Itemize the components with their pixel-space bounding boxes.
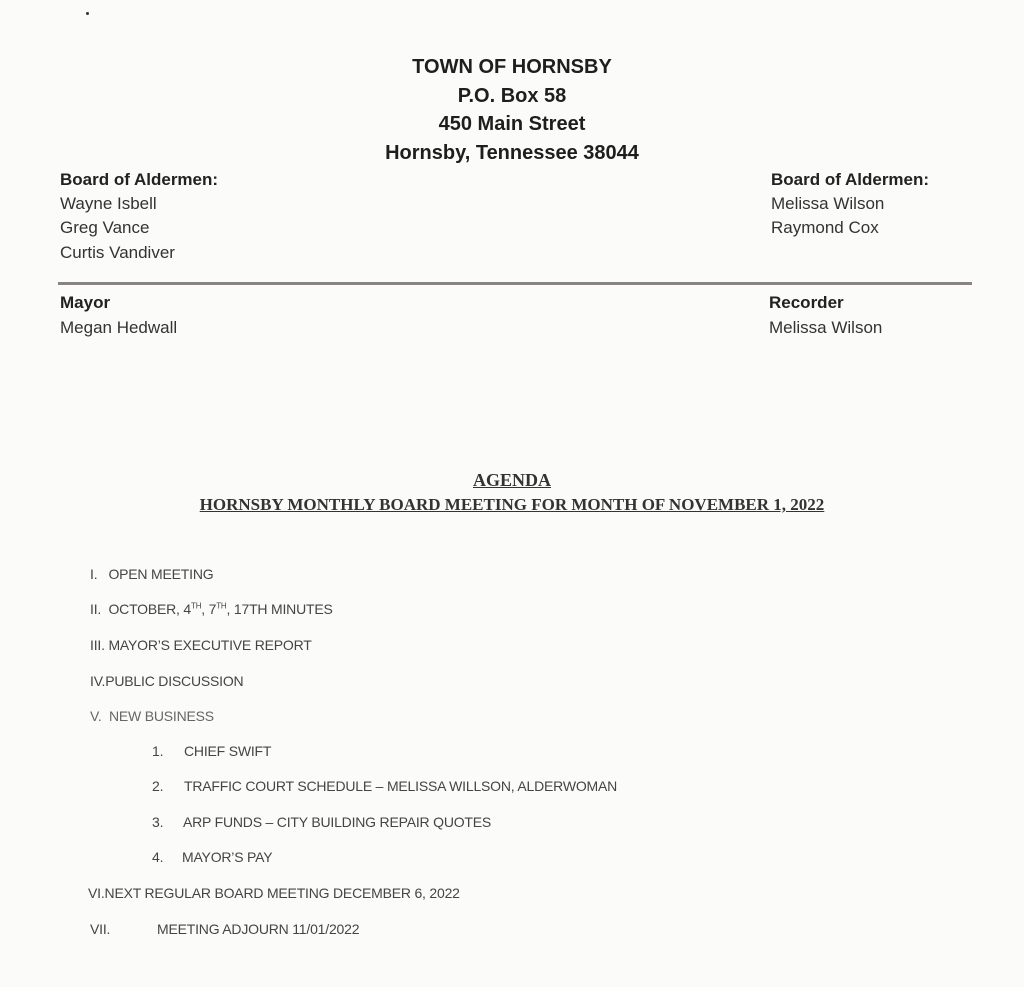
agenda-subtitle-text: HORNSBY MONTHLY BOARD MEETING FOR MONTH OF NOVEMBER 1, 2022 bbox=[199, 495, 825, 514]
agenda-item bbox=[90, 673, 243, 689]
street-address: 450 Main Street bbox=[438, 113, 586, 135]
board-member: Melissa Wilson bbox=[771, 194, 885, 213]
item-number: VI. bbox=[88, 885, 105, 901]
sub-item-number: 4. bbox=[152, 849, 164, 865]
item-number: V. bbox=[90, 708, 102, 724]
item-text: MAYOR’S EXECUTIVE REPORT bbox=[108, 637, 312, 653]
item-text-part: OCTOBER, 4 bbox=[108, 601, 192, 617]
board-member: Wayne Isbell bbox=[60, 194, 157, 213]
board-left-heading: Board of Aldermen: bbox=[60, 170, 219, 189]
recorder-heading: Recorder bbox=[769, 293, 844, 312]
item-number: III. bbox=[90, 637, 105, 653]
board-member: Greg Vance bbox=[60, 218, 150, 237]
sub-item-text: MAYOR’S PAY bbox=[182, 849, 273, 865]
board-right-heading: Board of Aldermen: bbox=[771, 170, 930, 189]
agenda-item bbox=[90, 708, 214, 724]
mayor-heading: Mayor bbox=[60, 293, 111, 312]
item-number: II. bbox=[90, 601, 102, 617]
item-text bbox=[108, 601, 332, 617]
sub-item-text: ARP FUNDS – CITY BUILDING REPAIR QUOTES bbox=[183, 814, 492, 830]
agenda-item bbox=[88, 885, 460, 901]
town-name: TOWN OF HORNSBY bbox=[412, 56, 612, 78]
sub-item-text: CHIEF SWIFT bbox=[184, 743, 272, 759]
mayor-name: Megan Hedwall bbox=[60, 318, 178, 337]
po-box: P.O. Box 58 bbox=[457, 85, 567, 107]
ordinal-suffix: TH bbox=[191, 601, 202, 611]
sub-item-number: 3. bbox=[152, 814, 164, 830]
item-text-part: , 7 bbox=[201, 601, 217, 617]
board-member: Curtis Vandiver bbox=[60, 243, 175, 262]
agenda-item bbox=[90, 601, 333, 617]
agenda-item bbox=[90, 566, 213, 582]
agenda-title-text: AGENDA bbox=[472, 470, 551, 490]
agenda-item bbox=[90, 637, 312, 653]
item-number: I. bbox=[90, 566, 98, 582]
board-member: Raymond Cox bbox=[771, 218, 879, 237]
item-text-part: , 17TH MINUTES bbox=[226, 601, 333, 617]
agenda-title bbox=[0, 470, 1024, 491]
agenda-subtitle bbox=[0, 495, 1024, 515]
ordinal-suffix: TH bbox=[216, 601, 227, 611]
divider bbox=[58, 282, 972, 285]
scan-speck bbox=[86, 12, 89, 15]
city-state-zip: Hornsby, Tennessee 38044 bbox=[385, 142, 639, 164]
sub-item-text: TRAFFIC COURT SCHEDULE – MELISSA WILLSON, ALDERWOMAN bbox=[184, 778, 618, 794]
recorder-name: Melissa Wilson bbox=[769, 318, 883, 337]
sub-item-number: 1. bbox=[152, 743, 164, 759]
item-number: VII. bbox=[90, 921, 111, 937]
sub-item-number: 2. bbox=[152, 778, 164, 794]
item-text: MEETING ADJOURN 11/01/2022 bbox=[157, 921, 360, 937]
item-text: NEW BUSINESS bbox=[108, 708, 214, 724]
item-text: NEXT REGULAR BOARD MEETING DECEMBER 6, 2022 bbox=[104, 885, 460, 901]
item-text: PUBLIC DISCUSSION bbox=[105, 673, 244, 689]
item-text: OPEN MEETING bbox=[108, 566, 214, 582]
item-number: IV. bbox=[90, 673, 106, 689]
